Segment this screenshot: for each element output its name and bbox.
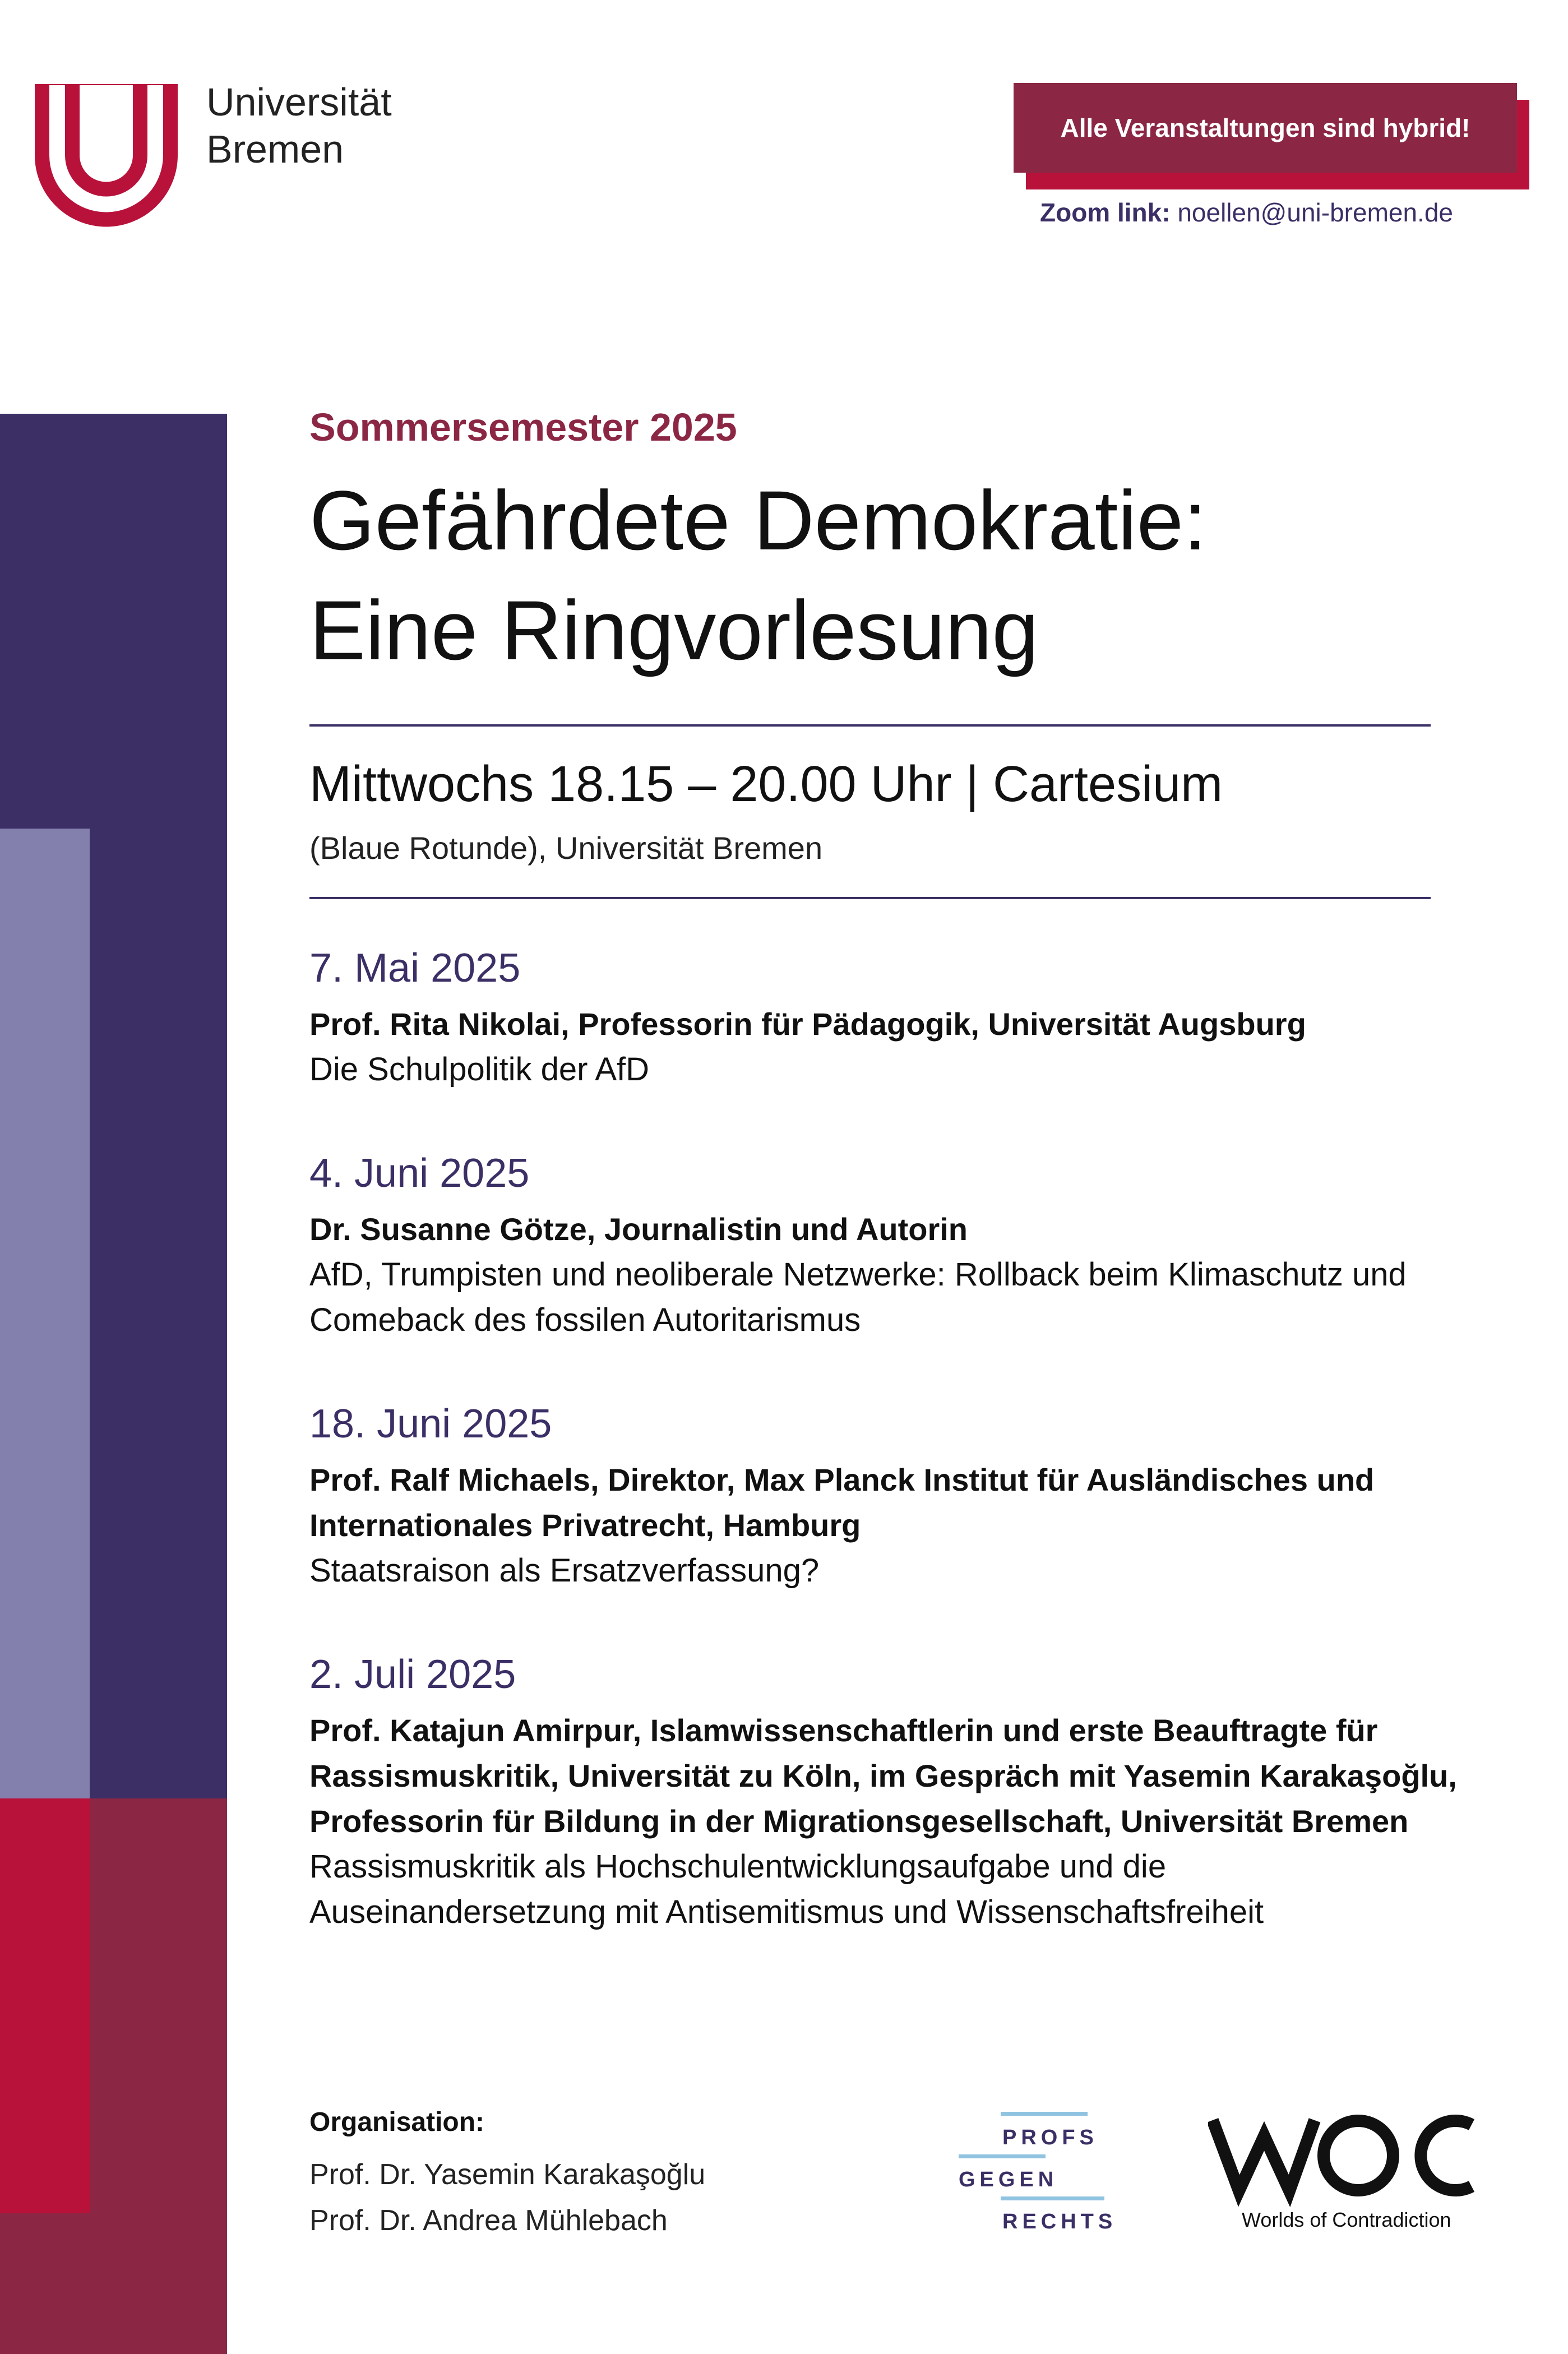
organiser-name: Prof. Dr. Andrea Mühlebach bbox=[309, 2204, 668, 2237]
organisation-label: Organisation: bbox=[309, 2107, 485, 2137]
event-topic: AfD, Trumpisten und neoliberale Netzwerke: Rollback beim Klimaschutz und Comeback des fossilen Autoritarismus bbox=[309, 1256, 1407, 1338]
zoom-email[interactable]: noellen@uni-bremen.de bbox=[1177, 198, 1453, 227]
zoom-label: Zoom link: bbox=[1040, 198, 1171, 227]
woc-caption: Worlds of Contradiction bbox=[1242, 2208, 1451, 2231]
event-speaker: Prof. Ralf Michaels, Direktor, Max Planck Institut für Ausländisches und Internationales Privatrecht, Hamburg bbox=[309, 1462, 1375, 1543]
pgr-word-rechts: RECHTS bbox=[1002, 2210, 1117, 2233]
pgr-word-gegen: GEGEN bbox=[959, 2168, 1058, 2191]
divider-top bbox=[309, 724, 1431, 727]
event-item bbox=[309, 1644, 1464, 1935]
organiser-name: Prof. Dr. Yasemin Karakaşoğlu bbox=[309, 2158, 706, 2191]
event-speaker: Prof. Rita Nikolai, Professorin für Pädagogik, Universität Augsburg bbox=[309, 1006, 1306, 1042]
zoom-link[interactable] bbox=[1040, 197, 1453, 228]
woc-logo bbox=[1208, 2108, 1477, 2237]
title-line-1: Gefährdete Demokratie: bbox=[309, 473, 1207, 567]
side-band-red bbox=[0, 1798, 90, 2213]
event-item bbox=[309, 937, 1464, 1092]
location-line: (Blaue Rotunde), Universität Bremen bbox=[309, 830, 823, 866]
hybrid-banner: Alle Veranstaltungen sind hybrid! bbox=[1014, 83, 1517, 173]
event-speaker: Dr. Susanne Götze, Journalistin und Autorin bbox=[309, 1211, 968, 1247]
event-speaker: Prof. Katajun Amirpur, Islamwissenschaftlerin und erste Beauftragte für Rassismuskritik, Universität zu Köln, im Gespräch mit Yasemin Karakaşoğlu, Professorin für Bildung in der Migrationsgesellschaft, Universität Bremen bbox=[309, 1713, 1457, 1839]
organisation-names bbox=[309, 2152, 705, 2244]
pgr-bar bbox=[1001, 2196, 1104, 2200]
logo-line-2: Bremen bbox=[206, 127, 344, 171]
title-line-2: Eine Ringvorlesung bbox=[309, 583, 1039, 677]
divider-bottom bbox=[309, 897, 1431, 899]
pgr-bar bbox=[1001, 2112, 1088, 2116]
logo-line-1: Universität bbox=[206, 80, 392, 124]
profs-gegen-rechts-logo bbox=[953, 2105, 1121, 2240]
event-date: 4. Juni 2025 bbox=[309, 1151, 530, 1196]
event-topic: Staatsraison als Ersatzverfassung? bbox=[309, 1552, 820, 1589]
pgr-bar bbox=[959, 2154, 1046, 2158]
university-logo-icon bbox=[35, 84, 178, 227]
event-date: 7. Mai 2025 bbox=[309, 946, 521, 991]
pgr-word-profs: PROFS bbox=[1002, 2126, 1098, 2149]
event-topic: Rassismuskritik als Hochschulentwicklungsaufgabe und die Auseinandersetzung mit Antisemitismus und Wissenschaftsfreiheit bbox=[309, 1848, 1264, 1930]
event-topic: Die Schulpolitik der AfD bbox=[309, 1051, 650, 1088]
semester-label: Sommersemester 2025 bbox=[309, 405, 737, 449]
event-date: 18. Juni 2025 bbox=[309, 1402, 552, 1446]
event-list bbox=[309, 937, 1464, 1985]
side-band-lavender bbox=[0, 829, 90, 1798]
schedule-line: Mittwochs 18.15 – 20.00 Uhr | Cartesium bbox=[309, 756, 1223, 812]
university-wordmark bbox=[206, 78, 392, 173]
event-item bbox=[309, 1143, 1464, 1343]
event-date: 2. Juli 2025 bbox=[309, 1652, 516, 1697]
page-title bbox=[309, 465, 1207, 685]
event-item bbox=[309, 1393, 1464, 1593]
